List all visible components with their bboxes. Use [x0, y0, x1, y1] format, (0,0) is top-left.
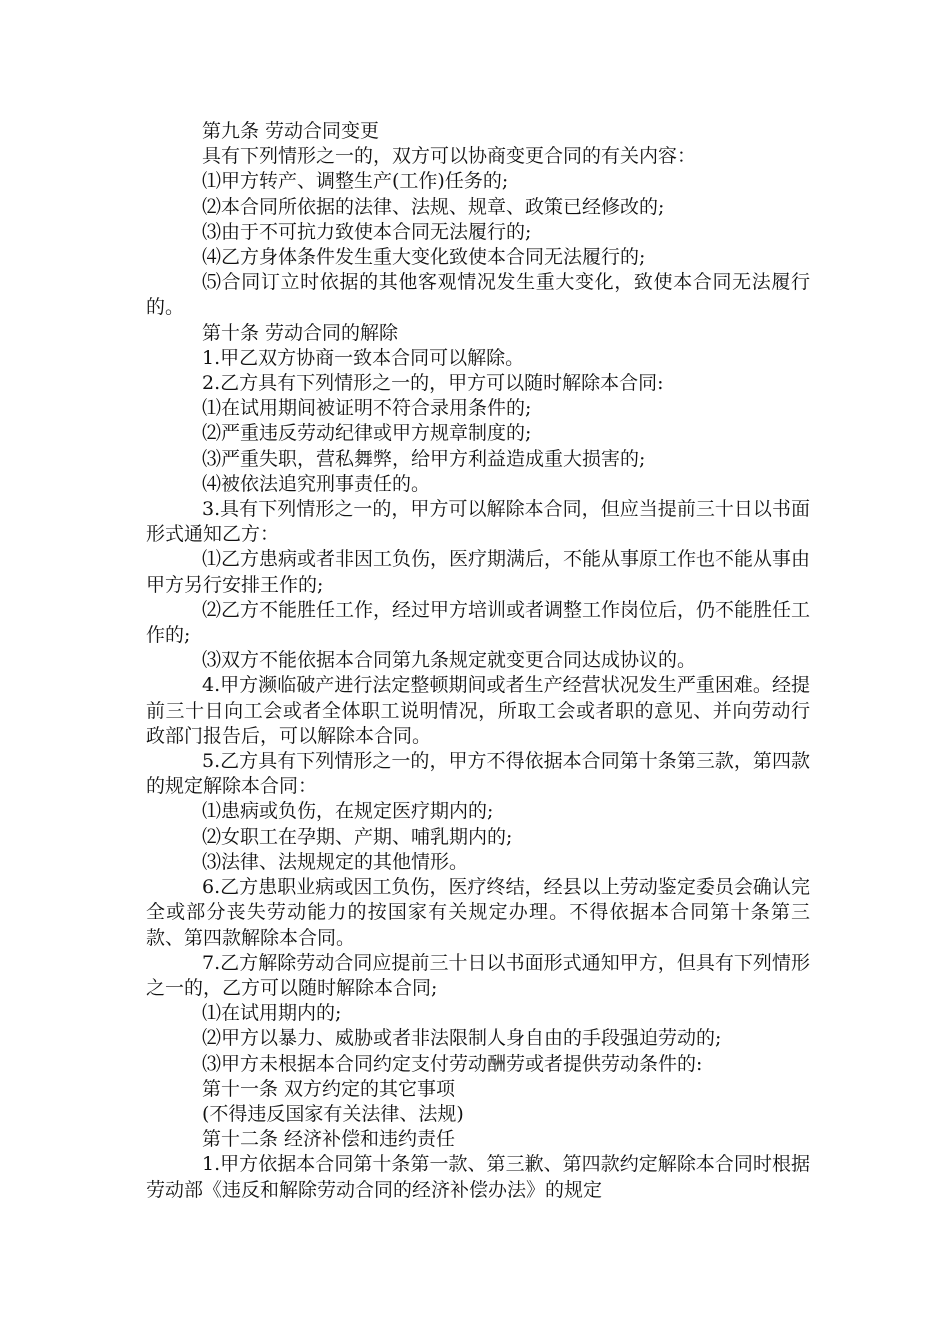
list-item: ⑵乙方不能胜任工作，经过甲方培训或者调整工作岗位后，仍不能胜任工作的;: [146, 598, 811, 647]
list-item: ⑸合同订立时依据的其他客观情况发生重大变化，致使本合同无法履行的。: [146, 271, 810, 319]
article-9-heading: 第九条 劳动合同变更: [202, 120, 380, 142]
list-item: ⑶双方不能依据本合同第九条规定就变更合同达成协议的。: [202, 649, 697, 672]
list-item: ⑷被依法追究刑事责任的。: [202, 472, 431, 495]
paragraph: 2.乙方具有下列情形之一的，甲方可以随时解除本合同:: [202, 372, 664, 395]
paragraph: 1.甲乙双方协商一致本合同可以解除。: [202, 346, 525, 369]
paragraph: 1.甲方依据本合同第十条第一款、第三歉、第四款约定解除本合同时根据劳动部《违反和解除劳动合同的经济补偿办法》的规定: [146, 1153, 810, 1201]
list-item: ⑴在试用期间被证明不符合录用条件的;: [202, 397, 532, 420]
list-item: ⑵甲方以暴力、威胁或者非法限制人身自由的手段强迫劳动的;: [202, 1027, 722, 1050]
list-item: ⑶甲方未根据本合同约定支付劳动酬劳或者提供劳动条件的:: [202, 1052, 703, 1075]
list-item: ⑴患病或负伤，在规定医疗期内的;: [202, 800, 494, 823]
list-item: ⑵女职工在孕期、产期、哺乳期内的;: [202, 825, 513, 848]
article-10-heading: 第十条 劳动合同的解除: [202, 321, 399, 344]
list-item: ⑴在试用期内的;: [202, 1002, 342, 1025]
list-item: ⑴甲方转产、调整生产(工作)任务的;: [202, 170, 509, 193]
paragraph: 6.乙方患职业病或因工负伤，医疗终结，经县以上劳动鉴定委员会确认完全或部分丧失劳动能力的按国家有关规定办理。不得依据本合同第十条第三款、第四款解除本合同。: [146, 876, 810, 949]
article-12-heading: 第十二条 经济补偿和违约责任: [202, 1128, 456, 1151]
paragraph: 7.乙方解除劳动合同应提前三十日以书面形式通知甲方，但具有下列情形之一的，乙方可以随时解除本合同;: [146, 951, 810, 999]
list-item: ⑵严重违反劳动纪律或甲方规章制度的;: [202, 422, 532, 445]
list-item: ⑷乙方身体条件发生重大变化致使本合同无法履行的;: [202, 246, 646, 269]
list-item: ⑶法律、法规规定的其他情形。: [202, 850, 469, 873]
list-item: ⑶由于不可抗力致使本合同无法履行的;: [202, 220, 532, 243]
paragraph: 具有下列情形之一的，双方可以协商变更合同的有关内容：: [202, 145, 697, 168]
paragraph: 4.甲方濒临破产进行法定整顿期间或者生产经营状况发生严重困难。经提前三十日向工会或者全体职工说明情况，所取工会或者职的意见、并向劳动行政部门报告后，可以解除本合同。: [146, 674, 810, 747]
list-item: ⑶严重失职，营私舞弊，给甲方利益造成重大损害的;: [202, 447, 646, 470]
list-item: ⑴乙方患病或者非因工负伤，医疗期满后，不能从事原工作也不能从事由甲方另行安排王作的;: [146, 548, 811, 596]
list-item: ⑵本合同所依据的法律、法规、规章、政策已经修改的;: [202, 195, 665, 218]
paragraph: (不得违反国家有关法律、法规): [202, 1102, 464, 1125]
paragraph: 5.乙方具有下列情形之一的，甲方不得依据本合同第十条第三款，第四款的规定解除本合同：: [146, 750, 810, 798]
paragraph: 3.具有下列情形之一的，甲方可以解除本合同，但应当提前三十日以书面形式通知乙方：: [146, 498, 810, 546]
article-11-heading: 第十一条 双方约定的其它事项: [202, 1077, 456, 1100]
document-body: [146, 119, 810, 1203]
